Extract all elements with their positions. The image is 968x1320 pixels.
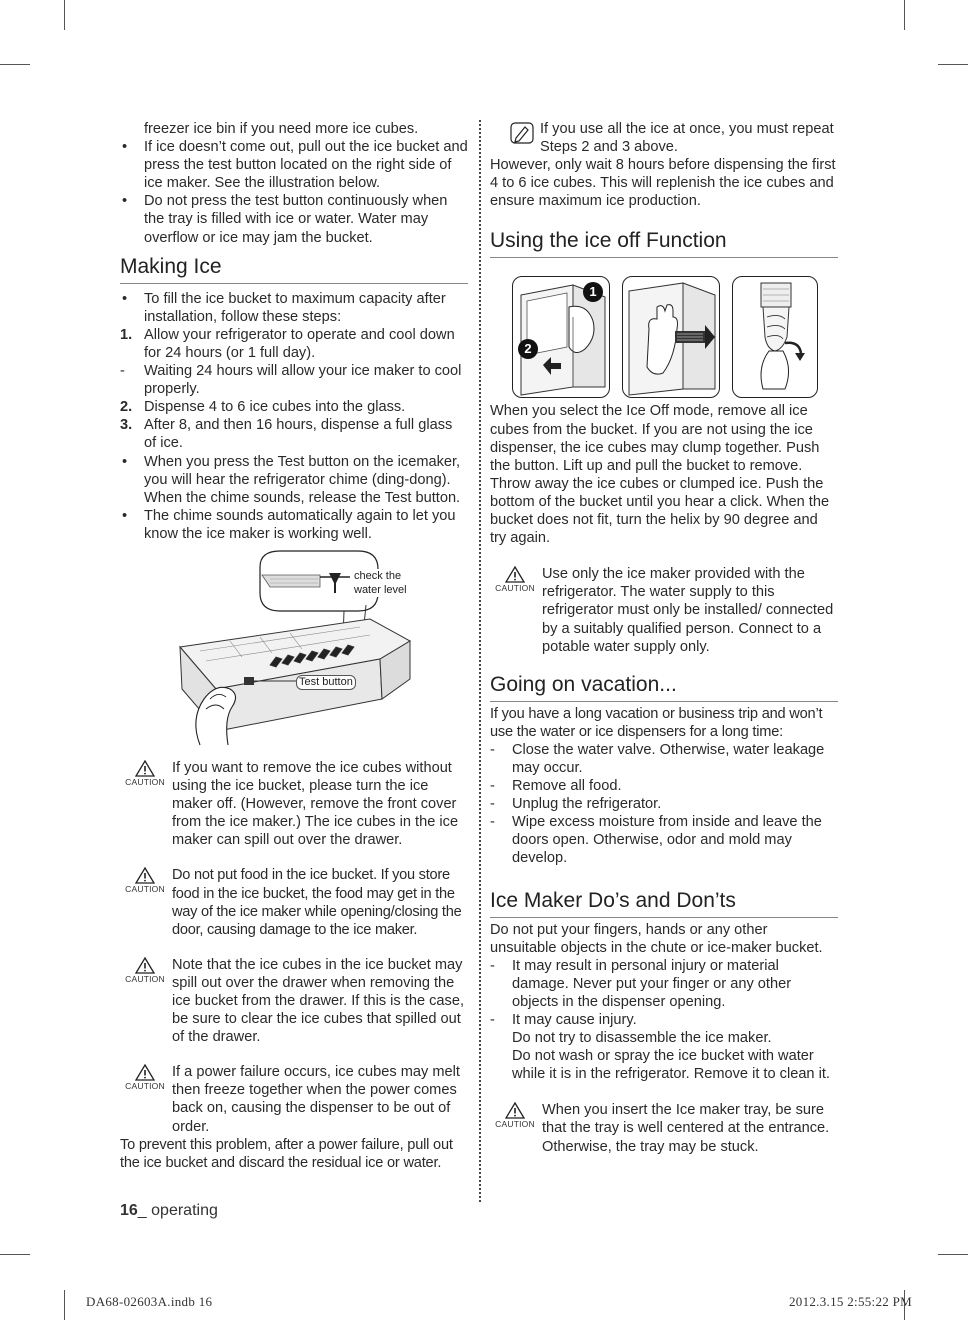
- dash-marker: -: [490, 814, 495, 831]
- crop-mark: [0, 64, 30, 65]
- list-item: - Waiting 24 hours will allow your ice maker to cool properly.: [120, 363, 462, 398]
- bullet-icon: •: [122, 290, 128, 307]
- list-item: - Remove all food.: [490, 778, 622, 795]
- note-block: If you use all the ice at once, you must repeat Steps 2 and 3 above.: [490, 120, 838, 156]
- dos-continuation: Do not try to disassemble the ice maker.: [512, 1030, 772, 1047]
- label-check-water-level: check the water level: [354, 569, 407, 596]
- step-badge-1: 1: [583, 282, 603, 302]
- crop-mark: [938, 1254, 968, 1255]
- dash-marker: -: [120, 363, 125, 380]
- note-icon: [510, 122, 534, 149]
- crop-mark: [938, 64, 968, 65]
- dash-marker: -: [490, 778, 495, 795]
- list-item: • The chime sounds automatically again to let you know the ice maker is working well.: [122, 507, 456, 542]
- dash-marker: -: [490, 957, 495, 974]
- caution-icon: CAUTION: [490, 1101, 540, 1129]
- caution-block: CAUTION Note that the ice cubes in the ice bucket may spill out over the drawer when removing the ice bucket from the drawer. If this is the case, be sure to clear the ice cubes that spilled out of the drawer.: [120, 956, 468, 1046]
- step-item: 2. Dispense 4 to 6 ice cubes into the glass.: [120, 399, 406, 416]
- vacation-intro: If you have a long vacation or business trip and won’t use the water or ice dispensers for a long time:: [490, 705, 823, 740]
- list-item: - Unplug the refrigerator.: [490, 796, 662, 813]
- bullet-icon: •: [122, 193, 128, 210]
- list-item: - It may result in personal injury or material damage. Never put your finger or any other objects in the dispenser opening.: [490, 957, 792, 1010]
- caution-icon: CAUTION: [120, 759, 170, 787]
- print-slug-timestamp: 2012.3.15 2:55:22 PM: [788, 1294, 912, 1309]
- caution-block: CAUTION If you want to remove the ice cubes without using the ice bucket, please turn the ice maker off. (However, remove the front cover from the ice maker.) The ice cubes in the ice maker can spill out over the drawer.: [120, 759, 468, 849]
- dos-intro: Do not put your fingers, hands or any other unsuitable objects in the chute or ice-maker bucket.: [490, 921, 823, 956]
- list-item: - Wipe excess moisture from inside and leave the doors open. Otherwise, odor and mold may develop.: [490, 814, 822, 867]
- step-item: 3. After 8, and then 16 hours, dispense a full glass of ice.: [120, 417, 453, 452]
- crop-mark: [64, 0, 65, 30]
- section-heading-ice-off: Using the ice off Function: [490, 228, 838, 258]
- section-name: _ operating: [137, 1202, 218, 1219]
- caution-icon: CAUTION: [490, 565, 540, 593]
- list-item: • Do not press the test button continuously when the tray is filled with ice or water. Water may overflow or ice may jam the bucket.: [122, 193, 448, 246]
- bullet-icon: •: [122, 507, 128, 524]
- ice-off-body: When you select the Ice Off mode, remove all ice cubes from the bucket. If you are not using the ice dispenser, the ice cubes may clump together. Push the button. Lift up and pull the bucket to remove. Throw away the ice cubes or clumped ice. Push the bottom of the bucket until you hear a click. When the bucket does not fit, turn the helix by 90 degree and try again.: [490, 403, 830, 547]
- print-slug-file: DA68-02603A.indb 16: [86, 1294, 213, 1309]
- dash-marker: -: [490, 1012, 495, 1028]
- caution-icon: CAUTION: [120, 866, 170, 894]
- power-failure-note: To prevent this problem, after a power failure, pull out the ice bucket and discard the residual ice or water.: [120, 1136, 453, 1171]
- caution-icon: CAUTION: [120, 956, 170, 984]
- list-item: • If ice doesn’t come out, pull out the ice bucket and press the test button located on the right side of ice maker. See the illustration below.: [122, 139, 468, 192]
- caution-block: CAUTION When you insert the Ice maker tray, be sure that the tray is well centered at the entrance. Otherwise, the tray may be stuck.: [490, 1101, 838, 1155]
- step-number: 2.: [120, 399, 133, 416]
- crop-mark: [64, 1290, 65, 1320]
- section-heading-vacation: Going on vacation...: [490, 672, 838, 702]
- note-follow-text: However, only wait 8 hours before dispensing the first 4 to 6 ice cubes. This will replenish the ice cubes and ensure maximum ice production.: [490, 157, 836, 210]
- page-number: 16: [120, 1202, 138, 1219]
- right-column: [490, 120, 838, 1156]
- caution-block: CAUTION Do not put food in the ice bucket. If you store food in the ice bucket, the food may get in the way of the ice maker while opening/closing the door, causing damage to the ice maker.: [120, 866, 468, 938]
- list-item: - It may cause injury.: [490, 1012, 637, 1028]
- dash-marker: -: [490, 741, 495, 758]
- list-item: • When you press the Test button on the icemaker, you will hear the refrigerator chime (ding-dong). When the chime sounds, release the Test button.: [122, 453, 461, 506]
- illustration-step-remove-bucket: [512, 276, 610, 398]
- step-item: 1. Allow your refrigerator to operate and cool down for 24 hours (or 1 full day).: [120, 326, 455, 361]
- list-item: • To fill the ice bucket to maximum capacity after installation, follow these steps:: [122, 290, 446, 325]
- section-heading-dos-donts: Ice Maker Do’s and Don’ts: [490, 888, 838, 918]
- caution-icon: CAUTION: [120, 1063, 170, 1091]
- step-number: 3.: [120, 417, 133, 434]
- bullet-icon: •: [122, 453, 128, 470]
- ice-maker-drawing: [120, 549, 468, 749]
- label-test-button: Test button: [296, 675, 356, 690]
- step-badge-2: 2: [518, 339, 538, 359]
- dash-marker: -: [490, 796, 495, 813]
- ice-maker-illustration: [120, 549, 468, 749]
- list-item: - Close the water valve. Otherwise, water leakage may occur.: [490, 741, 825, 776]
- intro-continuation: freezer ice bin if you need more ice cubes.: [144, 121, 419, 137]
- page-footer: [120, 1202, 218, 1220]
- section-heading-making-ice: Making Ice: [120, 254, 468, 284]
- column-divider: [479, 120, 481, 1202]
- crop-mark: [0, 1254, 30, 1255]
- bullet-icon: •: [122, 139, 128, 156]
- illustration-step-push-button: [622, 276, 720, 398]
- crop-mark: [904, 0, 905, 30]
- caution-block: CAUTION Use only the ice maker provided with the refrigerator. The water supply to this refrigerator must only be installed/ connected by a suitably qualified person. Connect to a potable water supply only.: [490, 565, 838, 655]
- dos-continuation: Do not wash or spray the ice bucket with water while it is in the refrigerator. Remove it to clean it.: [512, 1048, 830, 1083]
- caution-block: CAUTION If a power failure occurs, ice cubes may melt then freeze together when the power comes back on, causing the dispenser to be out of order.: [120, 1063, 468, 1135]
- illustration-step-turn-helix: [732, 276, 818, 398]
- ice-off-illustrations: [490, 276, 838, 402]
- left-column: [120, 120, 468, 1172]
- step-number: 1.: [120, 326, 133, 343]
